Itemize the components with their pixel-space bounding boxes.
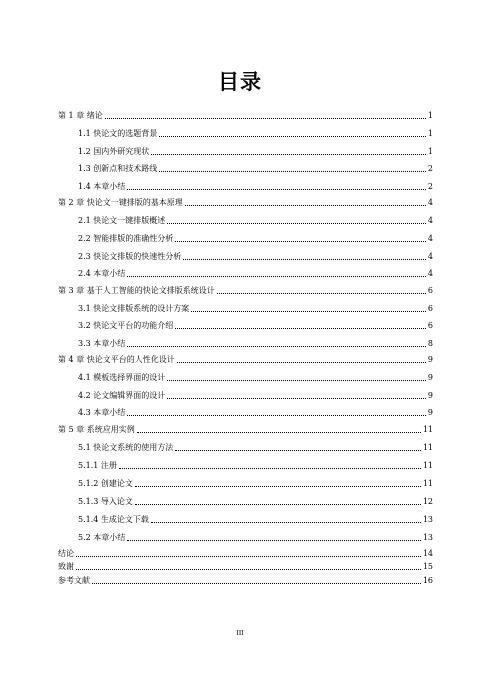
toc-entry-page: 8 [427,339,433,348]
toc-dot-leader [127,346,426,347]
toc-dot-leader [151,154,426,155]
toc-entry-label: 第 3 章 基于人工智能的快论文排版系统设计 [58,286,215,295]
toc-entry-page: 9 [427,408,433,417]
toc-entry-label: 1.4 本章小结 [78,182,126,191]
toc-entry-page: 1 [427,111,433,120]
toc-entry[interactable] [58,286,433,296]
toc-entry-page: 11 [422,425,433,434]
toc-entry[interactable] [78,339,433,349]
toc-dot-leader [159,136,426,137]
toc-entry[interactable] [78,147,433,157]
toc-dot-leader [175,241,426,242]
toc-dot-leader [217,293,426,294]
toc-entry-label: 4.3 本章小结 [78,408,126,417]
toc-entry-page: 9 [427,373,433,382]
toc-entry-label: 5.1.1 注册 [78,461,117,470]
toc-entry-page: 11 [422,461,433,470]
toc-entry-label: 致谢 [58,562,74,571]
toc-entry-label: 5.1.2 创建论文 [78,479,133,488]
toc-entry-page: 2 [427,182,433,191]
page-title: 目录 [218,70,262,94]
toc-dot-leader [76,569,421,570]
toc-entry-label: 5.2 本章小结 [78,533,126,542]
toc-entry[interactable] [58,576,433,586]
toc-entry[interactable] [78,252,433,262]
toc-entry-label: 2.4 本章小结 [78,269,126,278]
toc-entry-page: 16 [422,576,433,585]
toc-entry-page: 15 [422,562,433,571]
toc-entry-page: 1 [427,129,433,138]
toc-entry-label: 4.1 模板选择界面的设计 [78,373,166,382]
toc-entry-label: 5.1.3 导入论文 [78,497,133,506]
toc-entry-page: 6 [427,304,433,313]
toc-dot-leader [185,205,426,206]
toc-entry[interactable] [58,111,433,121]
toc-entry-page: 12 [422,497,433,506]
toc-entry-label: 4.2 论文编辑界面的设计 [78,391,166,400]
toc-entry-page: 9 [427,355,433,364]
toc-dot-leader [127,276,426,277]
toc-dot-leader [127,189,426,190]
toc-entry-label: 第 5 章 系统应用实例 [58,425,135,434]
toc-entry-page: 13 [422,533,433,542]
toc-dot-leader [191,311,426,312]
toc-dot-leader [76,556,421,557]
toc-entry-label: 2.1 快论文一键排版概述 [78,216,166,225]
toc-entry-label: 5.1 快论文系统的使用方法 [78,443,174,452]
toc-entry[interactable] [78,304,433,314]
toc-entry-label: 1.3 创新点和技术路线 [78,164,158,173]
toc-entry[interactable] [78,408,433,418]
toc-dot-leader [167,380,426,381]
toc-entry-label: 3.3 本章小结 [78,339,126,348]
toc-entry[interactable] [78,234,433,244]
toc-entry[interactable] [78,129,433,139]
toc-dot-leader [135,504,421,505]
toc-entry[interactable] [78,461,433,471]
toc-entry-page: 4 [427,269,433,278]
toc-entry[interactable] [78,443,433,453]
toc-dot-leader [159,171,426,172]
toc-entry-page: 4 [427,216,433,225]
toc-entry-label: 1.1 快论文的选题背景 [78,129,158,138]
toc-dot-leader [127,415,426,416]
toc-entry[interactable] [78,216,433,226]
toc-entry-page: 9 [427,391,433,400]
toc-entry[interactable] [78,497,433,507]
toc-entry[interactable] [78,164,433,174]
toc-dot-leader [151,522,421,523]
toc-entry[interactable] [58,549,433,559]
toc-dot-leader [177,362,426,363]
toc-dot-leader [167,223,426,224]
toc-entry-label: 第 4 章 快论文平台的人性化设计 [58,355,175,364]
toc-entry-page: 4 [427,252,433,261]
toc-entry-page: 13 [422,515,433,524]
toc-entry-page: 6 [427,321,433,330]
toc-entry-page: 11 [422,479,433,488]
toc-entry[interactable] [78,182,433,192]
toc-dot-leader [175,328,426,329]
toc-entry[interactable] [78,373,433,383]
toc-entry[interactable] [78,269,433,279]
toc-entry-page: 1 [427,147,433,156]
toc-entry-page: 4 [427,234,433,243]
toc-dot-leader [127,540,421,541]
toc-entry[interactable] [78,533,433,543]
toc-dot-leader [119,468,421,469]
toc-entry-label: 3.1 快论文排版系统的设计方案 [78,304,190,313]
toc-dot-leader [175,450,421,451]
toc-entry-label: 3.2 快论文平台的功能介绍 [78,321,174,330]
toc-entry[interactable] [78,391,433,401]
page-number: III [236,629,244,637]
toc-entry[interactable] [58,355,433,365]
toc-entry-page: 2 [427,164,433,173]
toc-entry[interactable] [78,479,433,489]
toc-entry-label: 参考文献 [58,576,90,585]
toc-entry-page: 6 [427,286,433,295]
toc-entry-page: 11 [422,443,433,452]
toc-entry[interactable] [78,321,433,331]
toc-entry-label: 第 2 章 快论文一键排版的基本原理 [58,198,183,207]
toc-entry-label: 2.3 快论文排版的快速性分析 [78,252,182,261]
toc-dot-leader [167,398,426,399]
toc-entry[interactable] [58,562,433,572]
toc-entry[interactable] [58,425,433,435]
toc-entry-page: 14 [422,549,433,558]
toc-dot-leader [135,486,421,487]
toc-entry[interactable] [78,515,433,525]
toc-dot-leader [137,432,421,433]
toc-entry-label: 2.2 智能排版的准确性分析 [78,234,174,243]
toc-entry-label: 结论 [58,549,74,558]
toc-entry-label: 5.1.4 生成论文下载 [78,515,149,524]
toc-entry-label: 第 1 章 绪论 [58,111,103,120]
toc-entry[interactable] [58,198,433,208]
toc-dot-leader [183,259,426,260]
toc-entry-page: 4 [427,198,433,207]
toc-dot-leader [105,118,426,119]
toc-entry-label: 1.2 国内外研究现状 [78,147,150,156]
toc-dot-leader [92,583,421,584]
